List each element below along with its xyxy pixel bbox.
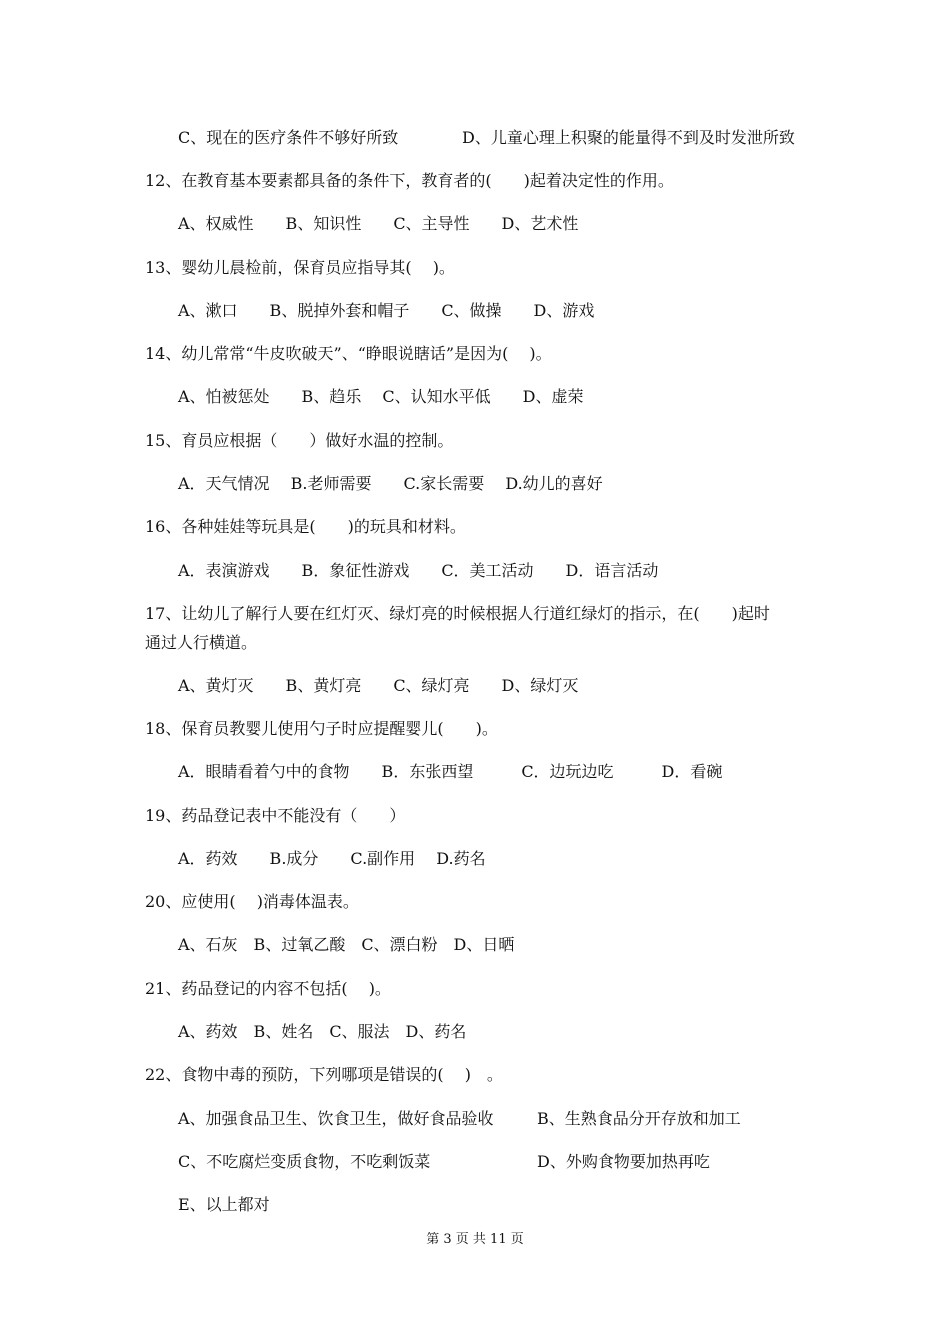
question-21: 21、药品登记的内容不包括( )。	[145, 979, 391, 998]
question-16: 16、各种娃娃等玩具是( )的玩具和材料。	[145, 517, 466, 536]
question-19: 19、药品登记表中不能没有（ ）	[145, 806, 406, 825]
option-22-a: A、加强食品卫生、饮食卫生，做好食品验收	[178, 1109, 494, 1128]
options-21: A、药效 B、姓名 C、服法 D、药名	[178, 1022, 467, 1041]
question-17-cont: 通过人行横道。	[145, 633, 258, 652]
question-13: 13、婴幼儿晨检前，保育员应指导其( )。	[145, 258, 455, 277]
question-12: 12、在教育基本要素都具备的条件下，教育者的( )起着决定性的作用。	[145, 171, 674, 190]
page-footer: 第 3 页 共 11 页	[426, 1232, 524, 1247]
question-20: 20、应使用( )消毒体温表。	[145, 892, 359, 911]
option-22-b: B、生熟食品分开存放和加工	[537, 1109, 741, 1128]
options-17: A、黄灯灭 B、黄灯亮 C、绿灯亮 D、绿灯灭	[178, 676, 579, 695]
question-15: 15、育员应根据（ ）做好水温的控制。	[145, 431, 454, 450]
options-14: A、怕被惩处 B、趋乐 C、认知水平低 D、虚荣	[178, 387, 584, 406]
options-12: A、权威性 B、知识性 C、主导性 D、艺术性	[178, 214, 579, 233]
option-22-e: E、以上都对	[178, 1195, 270, 1214]
line-c-11: C、现在的医疗条件不够好所致	[178, 128, 399, 147]
options-20: A、石灰 B、过氧乙酸 C、漂白粉 D、日晒	[178, 935, 515, 954]
question-22: 22、食物中毒的预防，下列哪项是错误的( ) 。	[145, 1065, 503, 1084]
question-14: 14、幼儿常常“牛皮吹破天”、“睁眼说瞎话”是因为( )。	[145, 344, 552, 363]
options-16: A．表演游戏 B．象征性游戏 C．美工活动 D．语言活动	[178, 561, 659, 580]
options-19: A．药效 B.成分 C.副作用 D.药名	[178, 849, 486, 868]
options-15: A．天气情况 B.老师需要 C.家长需要 D.幼儿的喜好	[178, 474, 603, 493]
options-13: A、漱口 B、脱掉外套和帽子 C、做操 D、游戏	[178, 301, 595, 320]
option-22-c: C、不吃腐烂变质食物，不吃剩饭菜	[178, 1152, 431, 1171]
question-18: 18、保育员教婴儿使用勺子时应提醒婴儿( )。	[145, 719, 498, 738]
options-18: A．眼睛看着勺中的食物 B．东张西望 C．边玩边吃 D．看碗	[178, 762, 723, 781]
question-17: 17、让幼儿了解行人要在红灯灭、绿灯亮的时候根据人行道红绿灯的指示，在( )起时	[145, 604, 770, 623]
option-22-d: D、外购食物要加热再吃	[537, 1152, 710, 1171]
line-d-11: D、儿童心理上积聚的能量得不到及时发泄所致	[462, 128, 795, 147]
